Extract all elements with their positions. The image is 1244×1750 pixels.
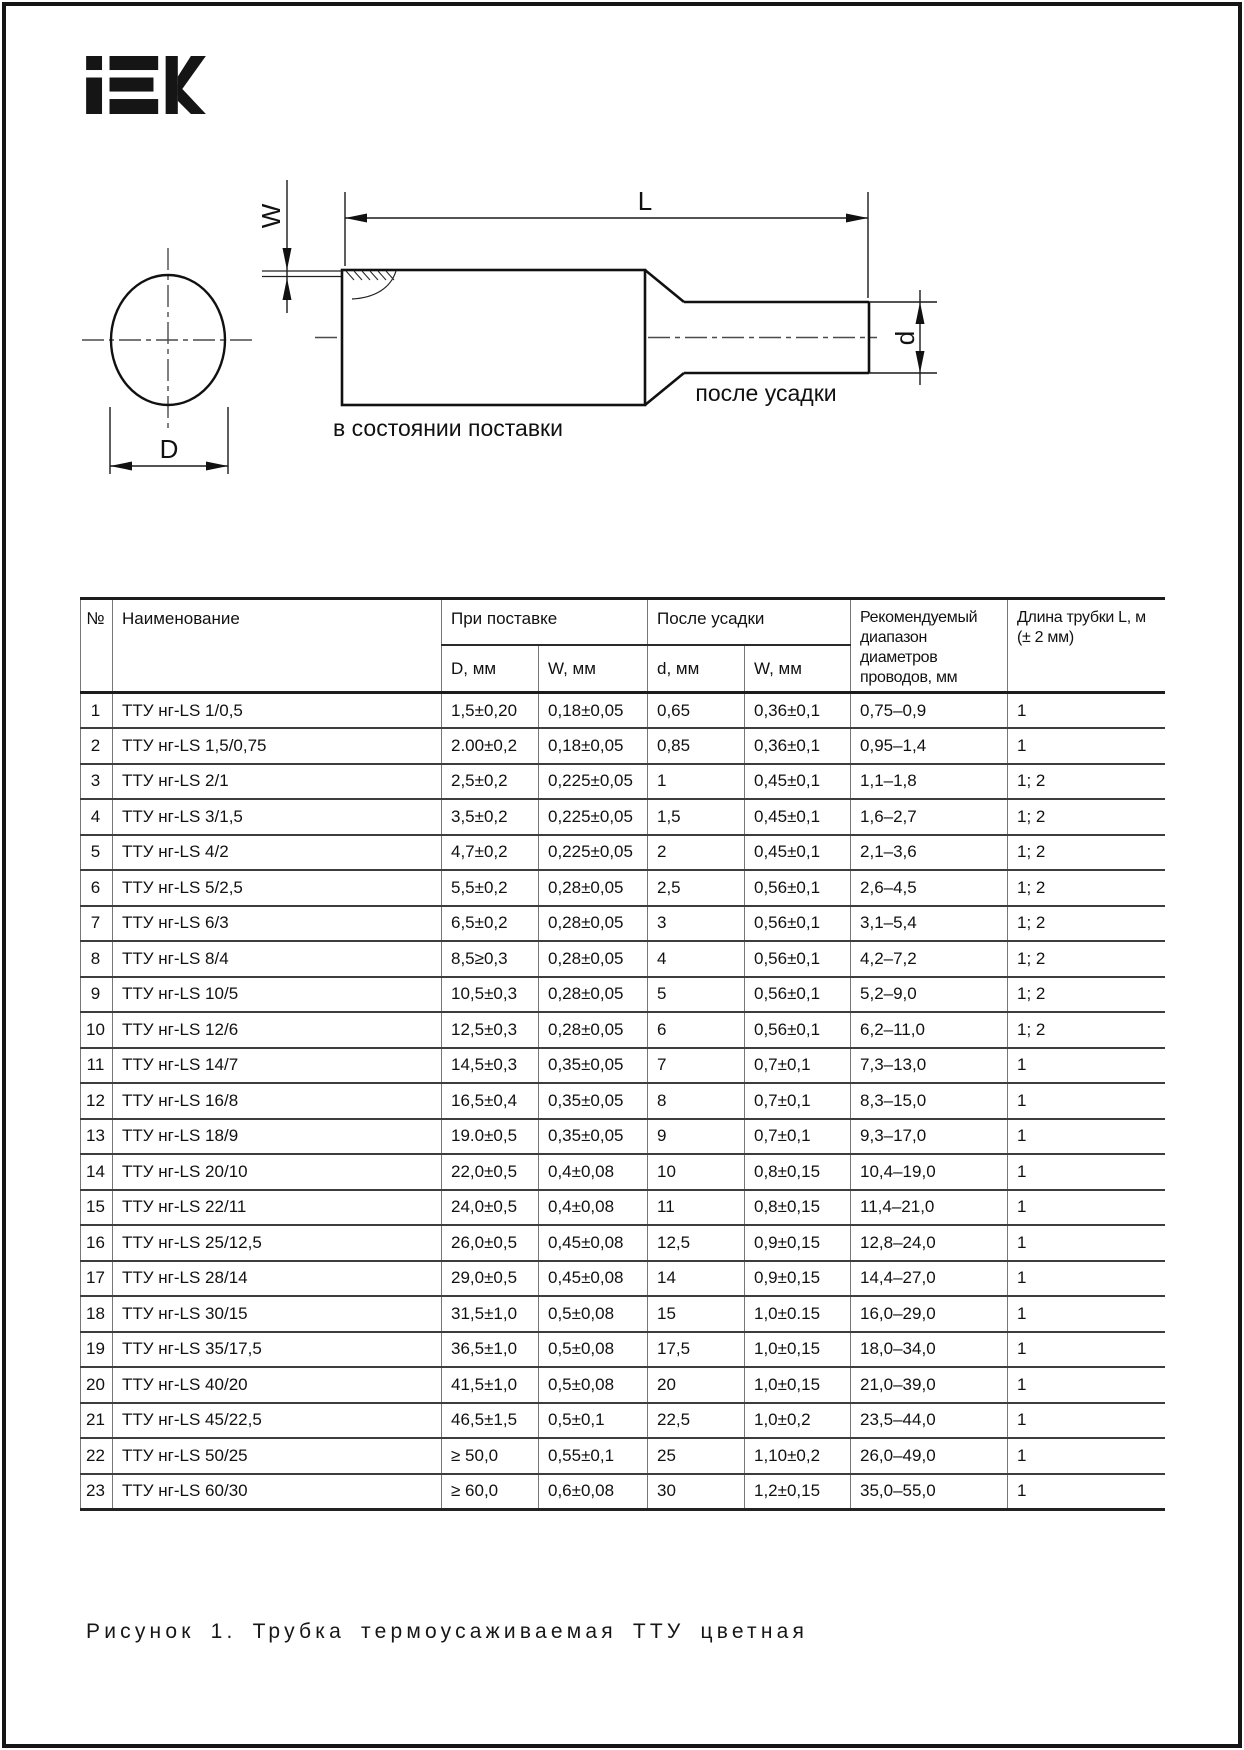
cell-shrunk-d: 20 bbox=[648, 1367, 745, 1403]
cell-supply-D: ≥ 60,0 bbox=[442, 1474, 539, 1510]
cell-length: 1; 2 bbox=[1008, 799, 1165, 835]
cell-length: 1 bbox=[1008, 1083, 1165, 1119]
cell-shrunk-d: 14 bbox=[648, 1261, 745, 1297]
cell-shrunk-W: 0,36±0,1 bbox=[745, 728, 851, 764]
cell-num: 4 bbox=[81, 799, 113, 835]
cell-num: 19 bbox=[81, 1332, 113, 1368]
cell-shrunk-W: 0,56±0,1 bbox=[745, 870, 851, 906]
table-row bbox=[81, 728, 1165, 764]
cell-num: 13 bbox=[81, 1119, 113, 1155]
cell-range: 12,8–24,0 bbox=[851, 1225, 1008, 1261]
cell-shrunk-d: 30 bbox=[648, 1474, 745, 1510]
cell-supply-W: 0,225±0,05 bbox=[539, 835, 648, 871]
col-header-D-mm: D, мм bbox=[442, 645, 539, 693]
table-row bbox=[81, 1261, 1165, 1297]
cell-name: ТТУ нг-LS 28/14 bbox=[113, 1261, 442, 1297]
cell-supply-W: 0,4±0,08 bbox=[539, 1190, 648, 1226]
cell-num: 6 bbox=[81, 870, 113, 906]
cell-num: 3 bbox=[81, 764, 113, 800]
cell-supply-W: 0,35±0,05 bbox=[539, 1083, 648, 1119]
iek-logo bbox=[86, 56, 206, 114]
cell-num: 5 bbox=[81, 835, 113, 871]
arrowhead-icon bbox=[916, 302, 925, 324]
cell-shrunk-W: 0,8±0,15 bbox=[745, 1190, 851, 1226]
cell-supply-W: 0,35±0,05 bbox=[539, 1048, 648, 1084]
cell-length: 1; 2 bbox=[1008, 941, 1165, 977]
cell-shrunk-W: 0,56±0,1 bbox=[745, 977, 851, 1013]
table-row bbox=[81, 1367, 1165, 1403]
cell-num: 7 bbox=[81, 906, 113, 942]
spec-table-container bbox=[80, 597, 1164, 1511]
cell-name: ТТУ нг-LS 30/15 bbox=[113, 1296, 442, 1332]
cell-length: 1 bbox=[1008, 1261, 1165, 1297]
table-row bbox=[81, 1190, 1165, 1226]
col-header-W-mm: W, мм bbox=[539, 645, 648, 693]
cell-length: 1; 2 bbox=[1008, 764, 1165, 800]
cell-shrunk-W: 0,7±0,1 bbox=[745, 1048, 851, 1084]
cell-shrunk-W: 0,9±0,15 bbox=[745, 1261, 851, 1297]
table-row bbox=[81, 1332, 1165, 1368]
cell-shrunk-W: 1,0±0,2 bbox=[745, 1403, 851, 1439]
table-row bbox=[81, 1403, 1165, 1439]
cell-shrunk-d: 17,5 bbox=[648, 1332, 745, 1368]
cell-shrunk-W: 0,56±0,1 bbox=[745, 1012, 851, 1048]
cell-length: 1 bbox=[1008, 1367, 1165, 1403]
col-group-shrunk: После усадки bbox=[648, 599, 851, 645]
cell-supply-D: ≥ 50,0 bbox=[442, 1438, 539, 1474]
table-row bbox=[81, 977, 1165, 1013]
cell-shrunk-W: 1,0±0.15 bbox=[745, 1296, 851, 1332]
cell-shrunk-d: 9 bbox=[648, 1119, 745, 1155]
cell-name: ТТУ нг-LS 4/2 bbox=[113, 835, 442, 871]
tube-drawing bbox=[0, 140, 1244, 490]
cell-num: 22 bbox=[81, 1438, 113, 1474]
cell-name: ТТУ нг-LS 10/5 bbox=[113, 977, 442, 1013]
cell-num: 1 bbox=[81, 693, 113, 729]
cell-shrunk-d: 4 bbox=[648, 941, 745, 977]
cell-range: 23,5–44,0 bbox=[851, 1403, 1008, 1439]
cell-num: 8 bbox=[81, 941, 113, 977]
cell-range: 16,0–29,0 bbox=[851, 1296, 1008, 1332]
cell-supply-D: 8,5≥0,3 bbox=[442, 941, 539, 977]
cell-shrunk-W: 1,10±0,2 bbox=[745, 1438, 851, 1474]
cell-length: 1 bbox=[1008, 728, 1165, 764]
cell-name: ТТУ нг-LS 50/25 bbox=[113, 1438, 442, 1474]
cell-name: ТТУ нг-LS 6/3 bbox=[113, 906, 442, 942]
cell-supply-D: 2.00±0,2 bbox=[442, 728, 539, 764]
cell-length: 1 bbox=[1008, 1403, 1165, 1439]
cell-shrunk-W: 1,0±0,15 bbox=[745, 1332, 851, 1368]
cell-range: 0,95–1,4 bbox=[851, 728, 1008, 764]
cell-length: 1; 2 bbox=[1008, 870, 1165, 906]
table-row bbox=[81, 764, 1165, 800]
table-row bbox=[81, 835, 1165, 871]
cell-supply-D: 3,5±0,2 bbox=[442, 799, 539, 835]
spec-table bbox=[80, 597, 1165, 1511]
cell-supply-W: 0,35±0,05 bbox=[539, 1119, 648, 1155]
cell-range: 4,2–7,2 bbox=[851, 941, 1008, 977]
cell-supply-W: 0,28±0,05 bbox=[539, 1012, 648, 1048]
cell-shrunk-d: 1,5 bbox=[648, 799, 745, 835]
cell-supply-W: 0,5±0,1 bbox=[539, 1403, 648, 1439]
cell-name: ТТУ нг-LS 14/7 bbox=[113, 1048, 442, 1084]
cell-supply-W: 0,6±0,08 bbox=[539, 1474, 648, 1510]
cell-num: 20 bbox=[81, 1367, 113, 1403]
spec-table-header bbox=[81, 599, 1165, 693]
cell-num: 9 bbox=[81, 977, 113, 1013]
cell-length: 1; 2 bbox=[1008, 835, 1165, 871]
cell-supply-W: 0,225±0,05 bbox=[539, 799, 648, 835]
cell-supply-D: 10,5±0,3 bbox=[442, 977, 539, 1013]
cell-range: 5,2–9,0 bbox=[851, 977, 1008, 1013]
cell-length: 1 bbox=[1008, 1119, 1165, 1155]
col-header-name: Наименование bbox=[113, 599, 442, 693]
cell-range: 2,6–4,5 bbox=[851, 870, 1008, 906]
cell-name: ТТУ нг-LS 45/22,5 bbox=[113, 1403, 442, 1439]
cell-name: ТТУ нг-LS 1,5/0,75 bbox=[113, 728, 442, 764]
cell-num: 11 bbox=[81, 1048, 113, 1084]
cell-length: 1 bbox=[1008, 1474, 1165, 1510]
arrowhead-icon bbox=[846, 214, 868, 223]
cell-supply-W: 0,5±0,08 bbox=[539, 1296, 648, 1332]
cell-shrunk-d: 0,65 bbox=[648, 693, 745, 729]
cell-shrunk-W: 0,36±0,1 bbox=[745, 693, 851, 729]
cell-shrunk-W: 0,8±0,15 bbox=[745, 1154, 851, 1190]
cell-supply-D: 36,5±1,0 bbox=[442, 1332, 539, 1368]
table-row bbox=[81, 1296, 1165, 1332]
table-row bbox=[81, 799, 1165, 835]
cell-supply-D: 24,0±0,5 bbox=[442, 1190, 539, 1226]
cell-length: 1; 2 bbox=[1008, 977, 1165, 1013]
cell-name: ТТУ нг-LS 1/0,5 bbox=[113, 693, 442, 729]
cell-num: 18 bbox=[81, 1296, 113, 1332]
cell-range: 10,4–19,0 bbox=[851, 1154, 1008, 1190]
cell-supply-W: 0,4±0,08 bbox=[539, 1154, 648, 1190]
col-header-w2-mm: W, мм bbox=[745, 645, 851, 693]
cell-shrunk-W: 1,2±0,15 bbox=[745, 1474, 851, 1510]
cell-length: 1; 2 bbox=[1008, 1012, 1165, 1048]
cell-supply-W: 0,45±0,08 bbox=[539, 1225, 648, 1261]
cell-shrunk-W: 0,45±0,1 bbox=[745, 835, 851, 871]
cell-num: 23 bbox=[81, 1474, 113, 1510]
cell-shrunk-W: 0,7±0,1 bbox=[745, 1083, 851, 1119]
dim-label-L: L bbox=[637, 186, 653, 216]
arrowhead-icon bbox=[206, 462, 228, 471]
cell-supply-D: 41,5±1,0 bbox=[442, 1367, 539, 1403]
cell-num: 12 bbox=[81, 1083, 113, 1119]
table-row bbox=[81, 1119, 1165, 1155]
col-header-d-mm: d, мм bbox=[648, 645, 745, 693]
table-row bbox=[81, 1474, 1165, 1510]
cell-shrunk-d: 5 bbox=[648, 977, 745, 1013]
cell-shrunk-d: 22,5 bbox=[648, 1403, 745, 1439]
cell-range: 11,4–21,0 bbox=[851, 1190, 1008, 1226]
cell-supply-W: 0,55±0,1 bbox=[539, 1438, 648, 1474]
table-row bbox=[81, 693, 1165, 729]
cell-num: 16 bbox=[81, 1225, 113, 1261]
arrowhead-icon bbox=[283, 248, 292, 270]
cell-name: ТТУ нг-LS 22/11 bbox=[113, 1190, 442, 1226]
cell-shrunk-d: 1 bbox=[648, 764, 745, 800]
cell-supply-W: 0,28±0,05 bbox=[539, 941, 648, 977]
cell-name: ТТУ нг-LS 18/9 bbox=[113, 1119, 442, 1155]
cell-shrunk-d: 6 bbox=[648, 1012, 745, 1048]
cell-num: 17 bbox=[81, 1261, 113, 1297]
cell-shrunk-W: 0,45±0,1 bbox=[745, 799, 851, 835]
table-row bbox=[81, 906, 1165, 942]
cell-supply-D: 4,7±0,2 bbox=[442, 835, 539, 871]
cell-range: 7,3–13,0 bbox=[851, 1048, 1008, 1084]
cell-length: 1 bbox=[1008, 1154, 1165, 1190]
col-header-num: № bbox=[81, 599, 113, 693]
cell-length: 1 bbox=[1008, 1296, 1165, 1332]
cell-shrunk-d: 12,5 bbox=[648, 1225, 745, 1261]
tube-supplied-outline bbox=[342, 270, 645, 405]
dim-label-d: d bbox=[890, 330, 920, 346]
cell-num: 21 bbox=[81, 1403, 113, 1439]
cell-range: 9,3–17,0 bbox=[851, 1119, 1008, 1155]
cell-range: 14,4–27,0 bbox=[851, 1261, 1008, 1297]
cell-range: 18,0–34,0 bbox=[851, 1332, 1008, 1368]
col-header-range: Рекомендуемый диапазон диаметров проводов, мм bbox=[851, 599, 1008, 693]
cell-shrunk-W: 0,56±0,1 bbox=[745, 941, 851, 977]
table-row bbox=[81, 870, 1165, 906]
cell-shrunk-W: 0,7±0,1 bbox=[745, 1119, 851, 1155]
cell-num: 2 bbox=[81, 728, 113, 764]
dim-label-W: W bbox=[256, 203, 286, 229]
cell-supply-W: 0,28±0,05 bbox=[539, 906, 648, 942]
cell-shrunk-d: 2,5 bbox=[648, 870, 745, 906]
cell-supply-D: 5,5±0,2 bbox=[442, 870, 539, 906]
cell-num: 10 bbox=[81, 1012, 113, 1048]
table-row bbox=[81, 1083, 1165, 1119]
arrowhead-icon bbox=[345, 214, 367, 223]
cell-length: 1 bbox=[1008, 1048, 1165, 1084]
figure-caption: Рисунок 1. Трубка термоусаживаемая ТТУ цветная bbox=[86, 1620, 809, 1643]
cell-shrunk-d: 2 bbox=[648, 835, 745, 871]
cell-name: ТТУ нг-LS 3/1,5 bbox=[113, 799, 442, 835]
cell-supply-D: 12,5±0,3 bbox=[442, 1012, 539, 1048]
cell-name: ТТУ нг-LS 16/8 bbox=[113, 1083, 442, 1119]
cell-supply-W: 0,45±0,08 bbox=[539, 1261, 648, 1297]
cell-supply-D: 22,0±0,5 bbox=[442, 1154, 539, 1190]
cell-shrunk-W: 0,9±0,15 bbox=[745, 1225, 851, 1261]
cell-range: 35,0–55,0 bbox=[851, 1474, 1008, 1510]
label-after-shrink: после усадки bbox=[695, 380, 837, 406]
table-row bbox=[81, 1048, 1165, 1084]
cell-shrunk-d: 11 bbox=[648, 1190, 745, 1226]
arrowhead-icon bbox=[283, 278, 292, 300]
cell-range: 3,1–5,4 bbox=[851, 906, 1008, 942]
cell-supply-W: 0,5±0,08 bbox=[539, 1367, 648, 1403]
cell-shrunk-d: 10 bbox=[648, 1154, 745, 1190]
cell-name: ТТУ нг-LS 60/30 bbox=[113, 1474, 442, 1510]
cell-shrunk-d: 3 bbox=[648, 906, 745, 942]
cell-shrunk-d: 25 bbox=[648, 1438, 745, 1474]
cell-name: ТТУ нг-LS 12/6 bbox=[113, 1012, 442, 1048]
cell-shrunk-W: 1,0±0,15 bbox=[745, 1367, 851, 1403]
cell-range: 1,6–2,7 bbox=[851, 799, 1008, 835]
wall-section-lines bbox=[262, 271, 344, 277]
cell-name: ТТУ нг-LS 2/1 bbox=[113, 764, 442, 800]
iek-logo-glyphs bbox=[86, 56, 206, 114]
cell-name: ТТУ нг-LS 35/17,5 bbox=[113, 1332, 442, 1368]
cell-length: 1 bbox=[1008, 1332, 1165, 1368]
table-row bbox=[81, 941, 1165, 977]
table-row bbox=[81, 1438, 1165, 1474]
cell-name: ТТУ нг-LS 25/12,5 bbox=[113, 1225, 442, 1261]
cell-range: 1,1–1,8 bbox=[851, 764, 1008, 800]
cell-name: ТТУ нг-LS 20/10 bbox=[113, 1154, 442, 1190]
cell-supply-W: 0,5±0,08 bbox=[539, 1332, 648, 1368]
cell-length: 1 bbox=[1008, 1190, 1165, 1226]
cell-supply-W: 0,18±0,05 bbox=[539, 693, 648, 729]
cell-supply-W: 0,18±0,05 bbox=[539, 728, 648, 764]
dim-label-D: D bbox=[159, 434, 179, 464]
cell-range: 8,3–15,0 bbox=[851, 1083, 1008, 1119]
cell-name: ТТУ нг-LS 5/2,5 bbox=[113, 870, 442, 906]
cell-range: 21,0–39,0 bbox=[851, 1367, 1008, 1403]
cell-supply-W: 0,28±0,05 bbox=[539, 977, 648, 1013]
label-supplied-state: в состоянии поставки bbox=[333, 415, 563, 441]
cell-supply-D: 29,0±0,5 bbox=[442, 1261, 539, 1297]
cell-shrunk-d: 15 bbox=[648, 1296, 745, 1332]
cell-shrunk-d: 0,85 bbox=[648, 728, 745, 764]
cell-shrunk-d: 8 bbox=[648, 1083, 745, 1119]
cell-supply-D: 6,5±0,2 bbox=[442, 906, 539, 942]
spec-table-body bbox=[81, 693, 1165, 1510]
cell-supply-D: 26,0±0,5 bbox=[442, 1225, 539, 1261]
cell-supply-D: 16,5±0,4 bbox=[442, 1083, 539, 1119]
cell-length: 1 bbox=[1008, 1225, 1165, 1261]
cell-name: ТТУ нг-LS 8/4 bbox=[113, 941, 442, 977]
cell-supply-D: 19.0±0,5 bbox=[442, 1119, 539, 1155]
cell-shrunk-W: 0,56±0,1 bbox=[745, 906, 851, 942]
cell-supply-D: 46,5±1,5 bbox=[442, 1403, 539, 1439]
col-group-supply: При поставке bbox=[442, 599, 648, 645]
cell-shrunk-W: 0,45±0,1 bbox=[745, 764, 851, 800]
col-header-length: Длина трубки L, м (± 2 мм) bbox=[1008, 599, 1165, 693]
table-row bbox=[81, 1154, 1165, 1190]
cell-num: 14 bbox=[81, 1154, 113, 1190]
table-row bbox=[81, 1012, 1165, 1048]
cell-length: 1; 2 bbox=[1008, 906, 1165, 942]
arrowhead-icon bbox=[110, 462, 132, 471]
cell-num: 15 bbox=[81, 1190, 113, 1226]
arrowhead-icon bbox=[916, 351, 925, 373]
cell-range: 2,1–3,6 bbox=[851, 835, 1008, 871]
cell-supply-W: 0,225±0,05 bbox=[539, 764, 648, 800]
cell-range: 26,0–49,0 bbox=[851, 1438, 1008, 1474]
table-row bbox=[81, 1225, 1165, 1261]
cell-length: 1 bbox=[1008, 693, 1165, 729]
cell-supply-D: 1,5±0,20 bbox=[442, 693, 539, 729]
cell-shrunk-d: 7 bbox=[648, 1048, 745, 1084]
cell-supply-D: 14,5±0,3 bbox=[442, 1048, 539, 1084]
cell-supply-D: 31,5±1,0 bbox=[442, 1296, 539, 1332]
cell-range: 6,2–11,0 bbox=[851, 1012, 1008, 1048]
cell-name: ТТУ нг-LS 40/20 bbox=[113, 1367, 442, 1403]
cell-supply-W: 0,28±0,05 bbox=[539, 870, 648, 906]
cell-supply-D: 2,5±0,2 bbox=[442, 764, 539, 800]
cell-length: 1 bbox=[1008, 1438, 1165, 1474]
cell-range: 0,75–0,9 bbox=[851, 693, 1008, 729]
